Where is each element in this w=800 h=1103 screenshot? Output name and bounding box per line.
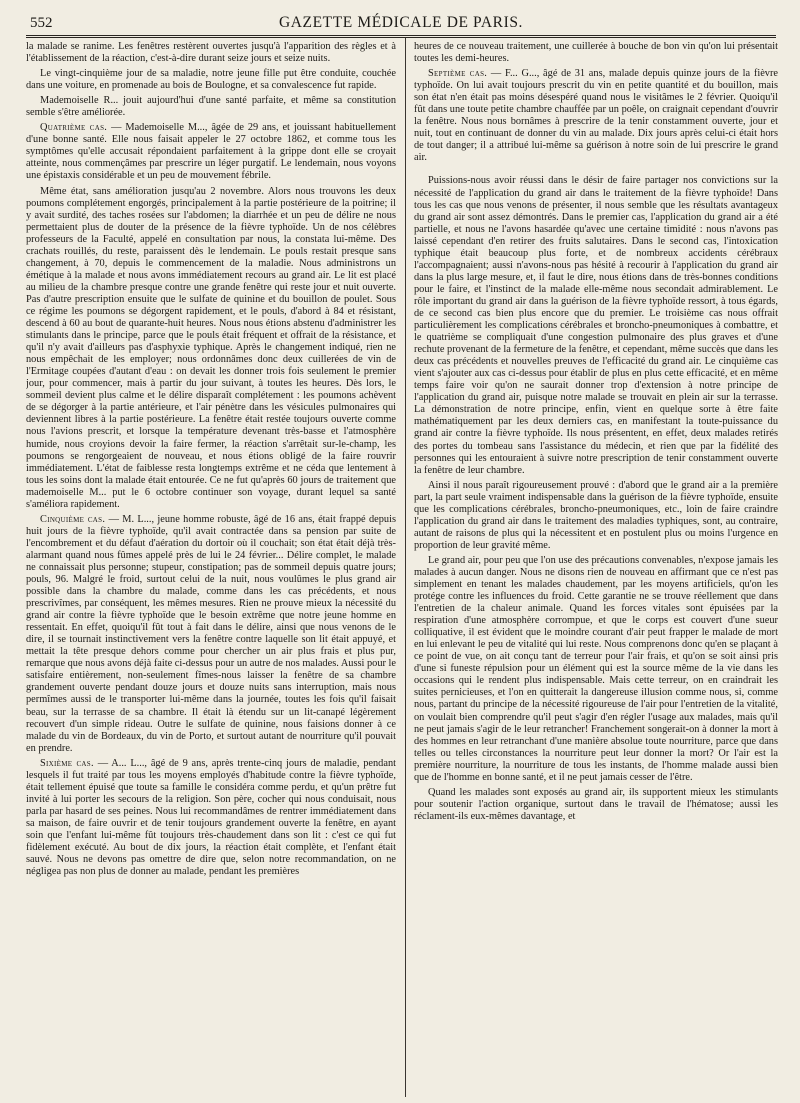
body-paragraph: Le grand air, pour peu que l'on use des précautions convenables, n'expose jamais les malades à aucun danger. Nous ne disons rien de nouveau en affirmant que ce n'est pas simplement en tenant les malades chaudement, par les moyens artificiels, qu'on les protége contre les influences du froid. Cette garantie ne se trouve réellement que dans l'entretien de la chaleur animale. Quand les forces vitales sont épuisées par la respiration d'une atmosphère corrompue, et que le corps est couvert d'une sueur colliquative, il est évident que le moindre courant d'air peut frapper le malade de mort en lui enlevant le peu de vitalité qui lui reste. Nous comprenons donc qu'en se plaçant à ce point de vue, on ait conçu tant de terreur pour l'air frais, et qu'on se soit ainsi pris d'une si funeste répulsion pour un élément qui est la source même de la vie dans les occasions qui le rendent plus indispensable. Mais cette terreur, on en craindrait les suites pernicieuses, et l'on en quitterait la dangereuse illusion comme nous, si, comme nous, partant du principe de la nécessité rigoureuse de l'air pour l'entretien de la vitalité, on voulait bien comprendre qu'il peut s'agir d'en régler l'usage aux malades, mais qu'il ne peut jamais s'agir de le leur retrancher! Franchement songerait-on à donner la mort à des hommes en leur retranchant d'une manière absolue toute nourriture, parce que dans telles ou telles circonstances la nourriture peut leur donner la mort? Or l'air est la première nourriture, la nourriture de tous les instants, de l'homme malade aussi bien que de l'homme en bonne santé, et il ne peut jamais cesser de l'être.	[414, 554, 778, 783]
case-text: — A... L..., âgé de 9 ans, après trente-cinq jours de maladie, pendant lesquels il fut traité par tous les moyens employés d'habitude contre la fièvre typhoïde, était tellement épuisé que toute sa famille le considéra comme perdu, et qu'un prêtre fut invité à lui porter les secours de la religion. Son père, cocher qui nous conduisait, nous parla par hasard de ses peines. Nous lui recommandâmes de rentrer immédiatement dans sa maison, de faire ouvrir et de tenir toujours grandement ouverte la fenêtre, en ayant soin que l'enfant lui-même fût toujours très-chaudement dans son lit : c'est ce qui fut fidèlement exécuté. Au bout de dix jours, la réaction était complète, et l'enfant était sauvé. Nous ne devons pas omettre de dire que, selon notre recommandation, on ne négligea pas non plus de donner au malade, pendant les premières	[26, 757, 396, 878]
case-text: — F... G..., âgé de 31 ans, malade depuis quinze jours de la fièvre typhoïde. On lui avait toujours prescrit du vin en petite quantité et du bouillon, mais son état n'en était pas moins désespéré quand nous le visitâmes le 2 février. Quoiqu'il fût dans une toute petite chambre chauffée par un poêle, on craignait cependant d'ouvrir la fenêtre. Nous nous bornâmes à prescrire de la tenir constamment ouverte, jour et nuit, tout en continuant de donner du vin au malade. Dix jours après celui-ci était hors de tout danger; il a attribué lui-même sa guérison à notre soin de lui prescrire le grand air.	[414, 68, 778, 164]
case-paragraph	[26, 758, 396, 878]
case-heading: Cinquième cas.	[40, 513, 106, 525]
page-number: 552	[30, 15, 53, 31]
body-paragraph: Même état, sans amélioration jusqu'au 2 novembre. Alors nous trouvons les deux poumons complétement engorgés, principalement à la partie postérieure de la poitrine; il y avait surdité, des taches rosées sur l'abdomen; la diarrhée et un peu de délire ne nous permettaient plus de douter de la présence de la fièvre typhoïde. Un de nos célèbres professeurs de la Faculté, appelé en consultation par nous, la constata lui-même. Des crachats rouillés, du reste, paraissent dès le lendemain. Le pouls restait presque sans changement, à 70, depuis le commencement de la maladie. Nous administrons un émétique à la malade et nous avons immédiatement recours au grand air. Le lit est placé au milieu de la chambre presque contre une grande fenêtre qui reste jour et nuit ouverte. Pas d'autre prescription ensuite que le sulfate de quinine et du bouillon de poulet. Sous ce régime les poumons se dégorgent rapidement, et le pouls, d'abord à 84 et résistant, descend à 60 au bout de quarante-huit heures. Nous nous étions abstenu d'administrer les stimulants dans le principe, parce que le pouls était fréquent et offrait de la résistance, et qu'il n'y avait d'ailleurs pas d'asphyxie typhique. Après le changement indiqué, rien ne nous empêchait de les employer; nous ordonnâmes donc deux cuillerées de vin de l'Ermitage coupées d'autant d'eau : on devait les donner trois fois seulement le premier jour, pour commencer, mais à partir du jour suivant, à toutes les heures. Dès lors, le sommeil devient plus calme et le délire disparaît complétement : les poumons achèvent de se dégorger à la partie antérieure, et l'air pénètre dans les vésicules pulmonaires qui deviennent libres à la partie postérieure. La fenêtre était restée toujours ouverte comme nous l'avions prescrit, et lorsque la température devenant très-basse et l'atmosphère humide, nous croyions devoir la faire fermer, la réaction s'arrêtait sur-le-champ, les poumons se rengorgeaient de nouveau, et nous étions obligé de la faire rouvrir immédiatement. L'état de faiblesse resta longtemps extrême et ne céda que lentement à tous les soins dont la malade était entourée. Ce ne fut qu'après 60 jours de traitement que mademoiselle M... put le 6 octobre continuer son voyage, durant lequel sa santé s'améliora rapidement.	[26, 185, 396, 510]
page-header	[26, 10, 776, 32]
journal-title: GAZETTE MÉDICALE DE PARIS.	[278, 14, 524, 31]
continued-paragraph: la malade se ranime. Les fenêtres restèrent ouvertes jusqu'à l'apparition des règles et à l'établissement de la réaction, c'est-à-dire durant seize jours et seize nuits.	[26, 41, 396, 65]
body-paragraph: Puissions-nous avoir réussi dans le désir de faire partager nos convictions sur la nécessité de l'application du grand air dans le traitement de la fièvre typhoïde! Dans tous les cas que nous venons de présenter, il nous semble que les résultats avantageux du grand air sont assez démontrés. Dans le premier cas, l'application du grand air a été partielle, et nous ne l'avons hasardée qu'avec une certaine timidité : nous n'avons pas laissé cependant d'en retirer des fruits salutaires. Dans le second cas, l'intoxication typhique était beaucoup plus forte, et de nombreux accidents cérébraux l'accompagnaient; aussi n'avons-nous pas hésité à recourir à l'application du grand air dans la plus large mesure, et, il faut le dire, nous étions dans de très-bonnes conditions pour le faire, et l'instinct de la malade elle-même nous secondait admirablement. Le rôle important du grand air dans la guérison de la fièvre typhoïde ressort, à tous égards, de ce second cas bien plus encore que du premier. Le troisième cas nous offrait particulièrement les complications cérébrales et broncho-pneumoniques à combattre, et le quatrième se compliquait d'une congestion pulmonaire des plus graves et d'une rechute provenant de la fermeture de la fenêtre, et cependant, même succès que dans les deux cas précédents et nouvelles preuves de l'efficacité du grand air. Le cinquième cas vient s'ajouter aux cas ci-dessus pour établir de plus en plus cette efficacité, et en même temps faire voir qu'on ne saurait donner trop d'extension à notre principe de l'application du grand air, puisque notre malade se trouvait en plein air sur la terrasse. La démonstration de notre principe, enfin, vient en quelque sorte à être faite mathématiquement par les deux derniers cas, en manifestant la toute-puissance du grand air contre la fièvre typhoïde. Ils nous présentent, en effet, deux malades retirés des portes du tombeau sans l'assistance du médecin, et rien que par la fidélité des personnes qui les entouraient à suivre notre prescription de tenir constamment ouverte la fenêtre de leur chambre.	[414, 175, 778, 476]
body-paragraph: Ainsi il nous paraît rigoureusement prouvé : d'abord que le grand air a la première part, la part seule vraiment indispensable dans la guérison de la fièvre typhoïde, ensuite que les complications cérébrales, broncho-pneumoniques, etc., loin de faire craindre l'application du grand air dans le traitement des maladies typhiques, sont, au contraire, autant de raisons de plus qui la nécessitent et en postulent plus ou moins l'urgence en proportion de leur gravité même.	[414, 479, 778, 551]
section-gap	[414, 167, 778, 175]
body-paragraph: Quand les malades sont exposés au grand air, ils supportent mieux les stimulants pour soutenir l'action organique, surtout dans le travail de l'hématose; aussi les réclament-ils eux-mêmes davantage, et	[414, 786, 778, 822]
case-text: — Mademoiselle M..., âgée de 29 ans, et jouissant habituellement d'une bonne santé. Elle nous faisait appeler le 27 octobre 1862, et comme tous les symptômes qu'elle accusait répondaient parfaitement à la grippe dont elle se croyait atteinte, nous commençâmes par prescrire un léger purgatif. Le lendemain, nous voyons une épistaxis considérable et un peu de mouvement fébrile.	[26, 122, 396, 182]
header-rule	[26, 35, 776, 38]
column-divider	[405, 38, 406, 1097]
body-paragraph: Mademoiselle R... jouit aujourd'hui d'une santé parfaite, et même sa constitution semble s'être améliorée.	[26, 95, 396, 119]
case-paragraph	[26, 514, 396, 755]
case-heading: Sixième cas.	[40, 757, 94, 769]
right-column	[414, 41, 778, 1097]
case-heading: Quatrième cas.	[40, 122, 108, 134]
case-paragraph	[26, 122, 396, 182]
left-column	[26, 41, 396, 1097]
case-heading: Septième cas.	[428, 68, 488, 80]
continued-paragraph: heures de ce nouveau traitement, une cuillerée à bouche de bon vin qu'on lui présentait toutes les demi-heures.	[414, 41, 778, 65]
body-paragraph: Le vingt-cinquième jour de sa maladie, notre jeune fille put être conduite, couchée dans une voiture, en promenade au bois de Boulogne, et sa convalescence fut rapide.	[26, 68, 396, 92]
case-text: — M. L..., jeune homme robuste, âgé de 16 ans, était frappé depuis huit jours de la fièvre typhoïde, qu'il avait contractée dans sa pension par suite de l'encombrement et du défaut d'aération du dortoir où il couchait; son état était déjà très-alarmant quand nous fûmes appelé près de lui le 24 février... Délire complet, le malade ne connaissait plus personne; stupeur, constipation; pas de sommeil depuis quatre jours; pouls, 96. Malgré le froid, surtout celui de la nuit, nous voulûmes le plus grand air possible dans la chambre du malade, comme dans les cas précédents, et nous prescrivîmes, par conséquent, les mêmes mesures. Rien ne prouve mieux la nécessité du grand air contre la fièvre typhoïde que le besoin extrême que notre jeune homme en ressentait. En effet, quoiqu'il fût tout à fait dans le délire, ainsi que nous venons de le dire, il se tournait instinctivement vers la fenêtre contre laquelle son lit était appuyé, et mettait la tête presque dehors comme pour chercher un air plus frais et plus pur, remarque que nous avons déjà faite ci-dessus pour un autre de nos malades. Aussi pour le satisfaire entièrement, non-seulement fîmes-nous laisser la fenêtre de sa chambre grandement ouverte pendant douze jours et douze nuits sans interruption, mais nous permîmes aussi de le transporter lui-même dans la journée, toutes les fois qu'il faisait beau, sur la terrasse de sa chambre. Il était là étendu sur un lit-canapé légèrement recouvert d'un simple rideau. Outre le sulfate de quinine, nous faisions donner à ce malade du vin de Bordeaux, du vin de Porto, et surtout autant de nourriture qu'il pouvait en prendre.	[26, 513, 396, 754]
case-paragraph	[414, 68, 778, 164]
